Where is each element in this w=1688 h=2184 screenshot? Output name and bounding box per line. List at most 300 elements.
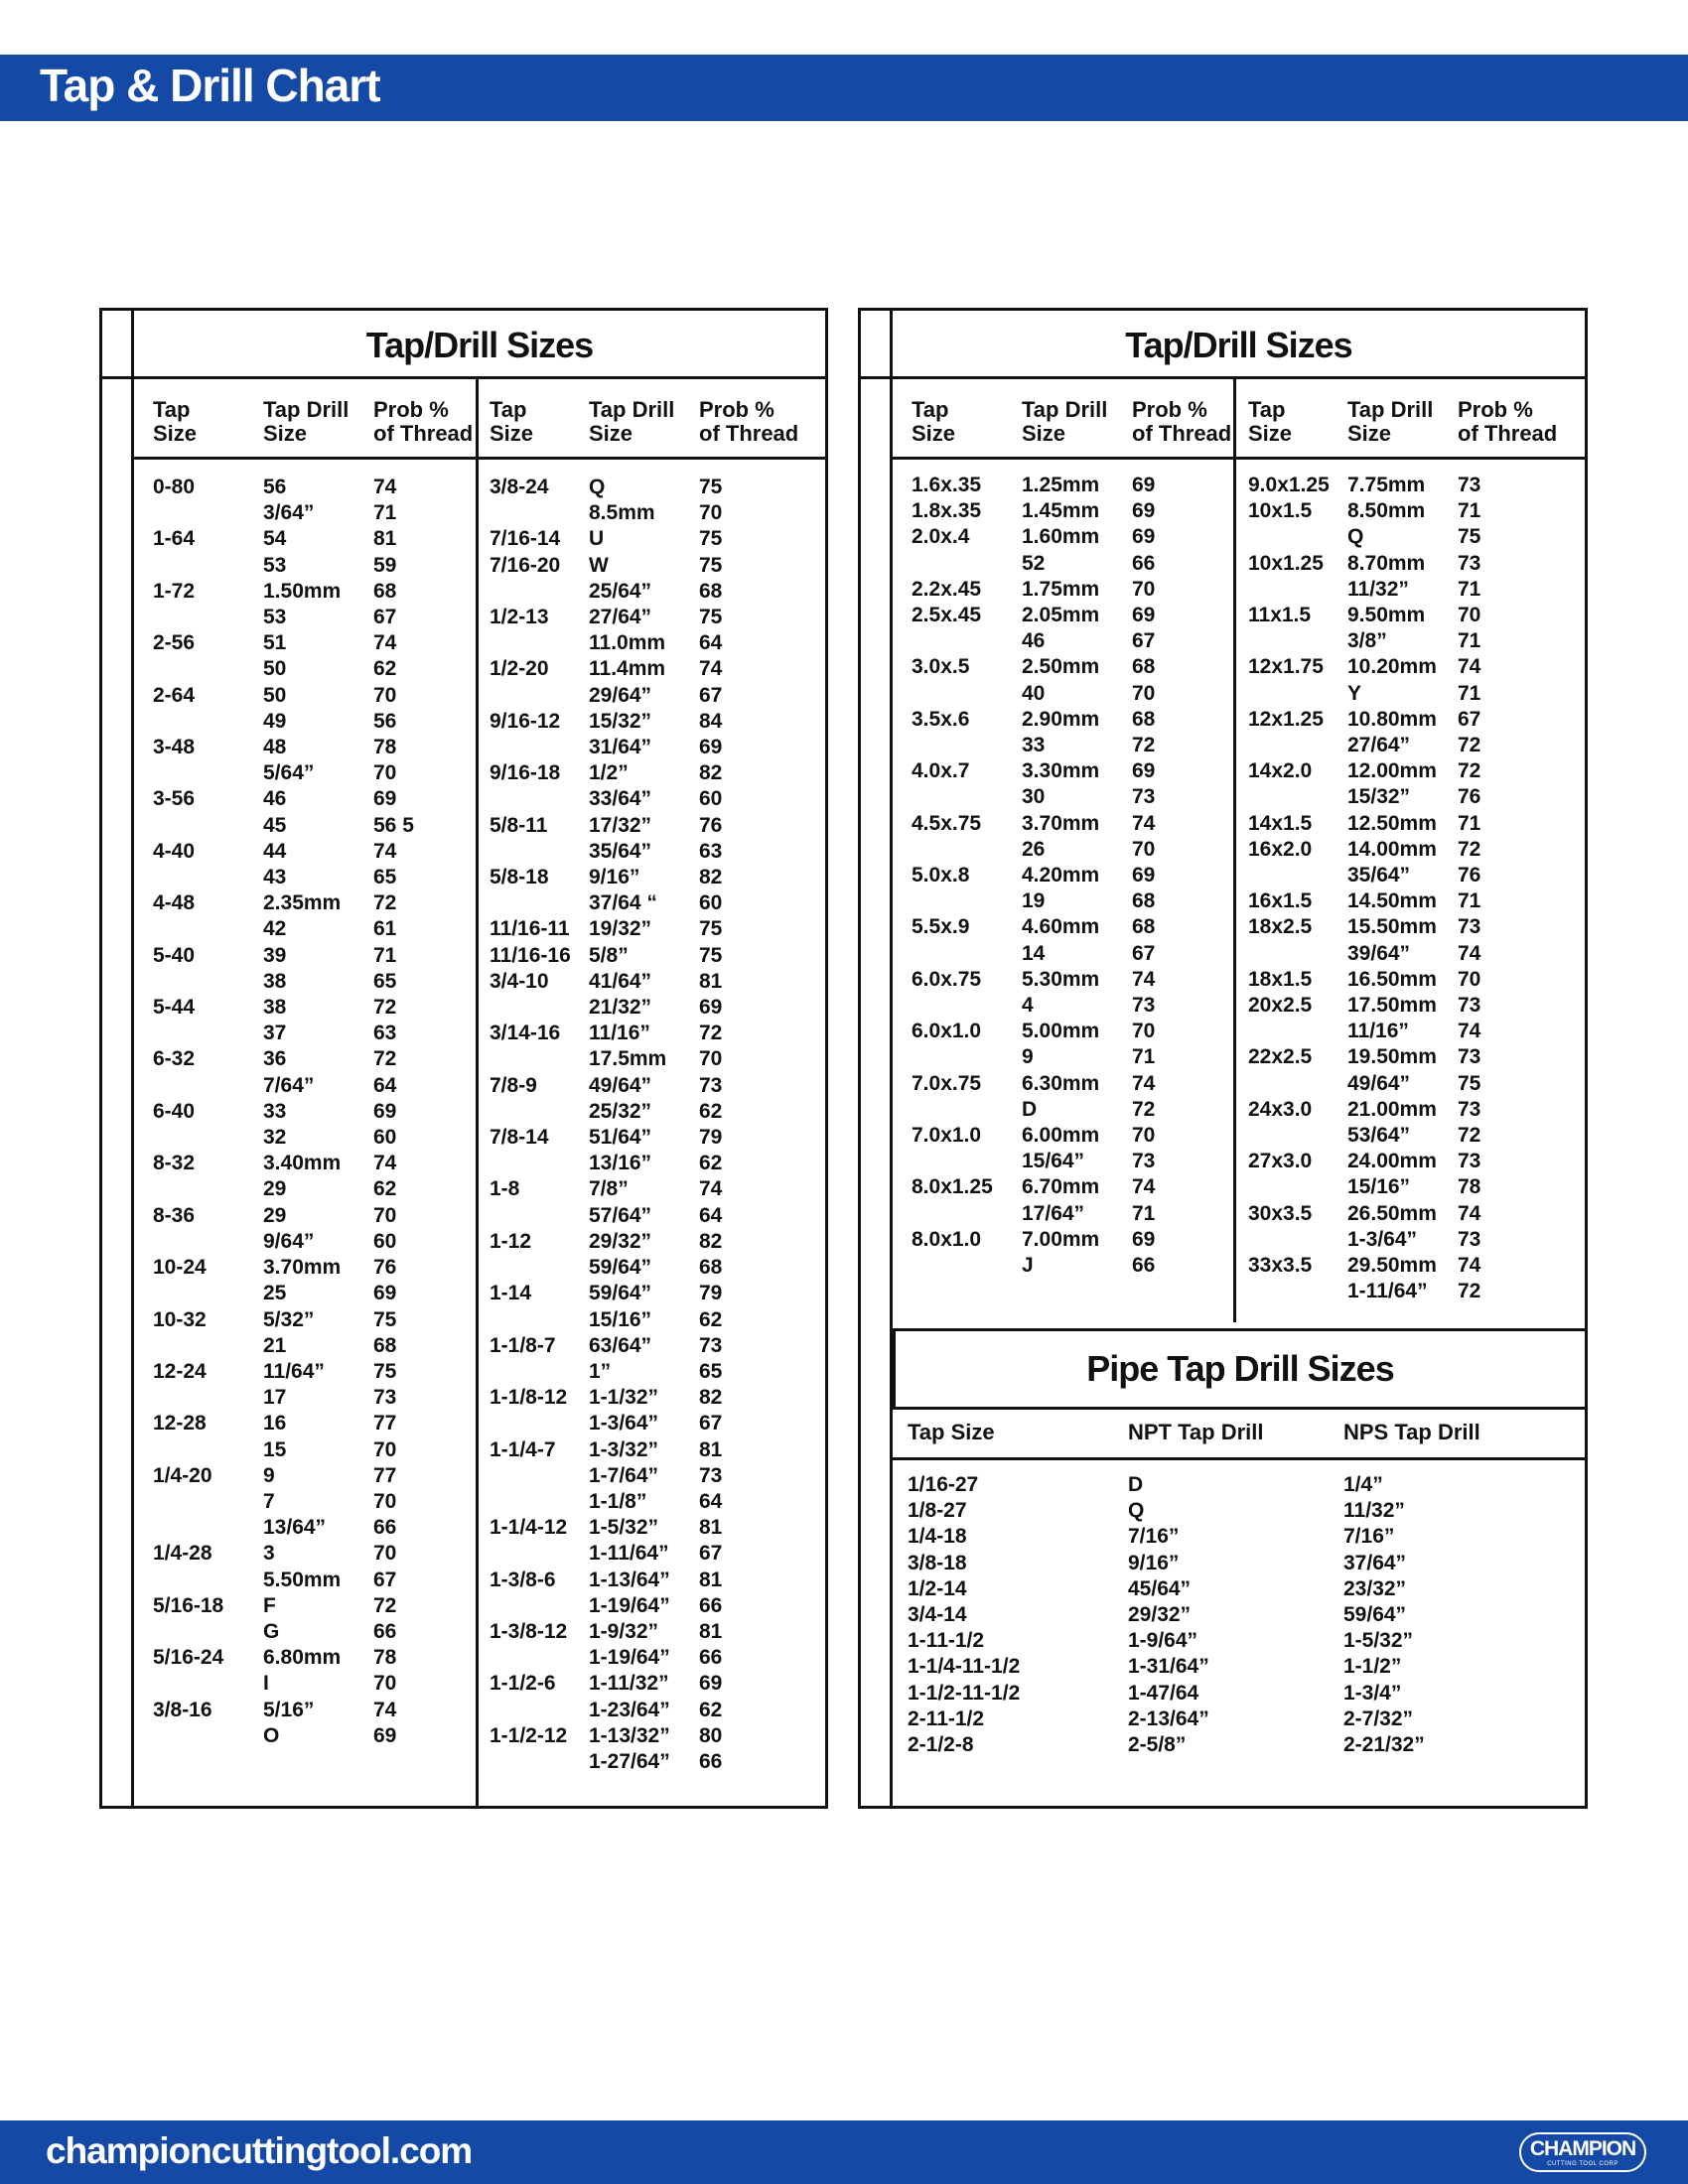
table-cell: 70 (373, 1542, 397, 1566)
table-cell: 8.0x1.25 (912, 1175, 993, 1199)
table-cell: 2-11-1/2 (908, 1706, 985, 1730)
table-cell: 17/32” (589, 813, 652, 837)
table-cell: 70 (1132, 837, 1156, 861)
table-divider (476, 376, 479, 1809)
table-cell: 3-48 (153, 736, 196, 759)
col-header-tap-size: Tap Size (1248, 397, 1293, 446)
table-cell: 16x2.0 (1248, 837, 1313, 861)
table-cell (490, 579, 571, 605)
table-divider (858, 376, 1588, 379)
table-cell: 35/64” (589, 839, 652, 863)
table-cell: 74 (373, 1152, 397, 1175)
table-cell (912, 1253, 993, 1279)
prob-thread-column (1132, 473, 1155, 1279)
table-cell: 66 (1132, 551, 1156, 575)
table-cell: 5/16-18 (153, 1593, 224, 1617)
table-cell: 56 5 (373, 813, 414, 837)
table-cell: 14x1.5 (1248, 811, 1313, 835)
table-cell: 11.4mm (589, 657, 666, 681)
table-cell (153, 656, 223, 682)
table-cell: 75 (699, 553, 723, 577)
table-cell: 9.0x1.25 (1248, 474, 1330, 496)
table-cell: F (263, 1593, 276, 1617)
tap-size-column (153, 475, 223, 1749)
table-cell (912, 551, 993, 577)
table-cell: 70 (1132, 577, 1156, 601)
table-cell: 15 (263, 1437, 287, 1461)
table-cell (1248, 784, 1330, 810)
table-cell: 69 (1132, 499, 1156, 523)
table-cell: 15.50mm (1347, 915, 1437, 939)
tap-size-column (912, 473, 993, 1279)
table-cell: 44 (263, 839, 287, 863)
table-cell: 69 (699, 736, 723, 759)
table-cell: 14.00mm (1347, 837, 1437, 861)
table-cell (1248, 681, 1330, 707)
table-cell: 59 (373, 553, 397, 577)
table-cell (912, 733, 993, 758)
table-cell: 1-9/32” (589, 1619, 659, 1643)
table-cell (490, 1203, 571, 1229)
inch-table-title: Tap/Drill Sizes (365, 325, 594, 365)
table-cell: 70 (373, 1437, 397, 1461)
table-cell: 2-56 (153, 631, 196, 655)
table-cell: 5.30mm (1022, 967, 1100, 991)
table-cell: 5-40 (153, 943, 196, 967)
table-cell: 1.75mm (1022, 577, 1100, 601)
table-cell: 6.00mm (1022, 1124, 1100, 1148)
table-cell: Y (1347, 681, 1362, 705)
table-cell: 1.50mm (263, 579, 342, 603)
table-cell: 69 (1132, 525, 1156, 549)
table-cell: 69 (373, 787, 397, 811)
table-cell (1248, 941, 1330, 967)
table-cell: 12.50mm (1347, 811, 1437, 835)
table-cell: 6-32 (153, 1047, 196, 1071)
table-cell: 65 (699, 1359, 723, 1383)
table-cell: 1/2-14 (908, 1576, 967, 1600)
table-cell: 1-14 (490, 1282, 532, 1305)
table-cell: 35/64” (1347, 864, 1411, 887)
table-cell: 29/32” (1128, 1603, 1192, 1627)
table-cell: 12x1.25 (1248, 707, 1324, 731)
table-cell: 8.5mm (589, 501, 655, 525)
table-cell: 5.0x.8 (912, 864, 970, 887)
table-cell: 66 (373, 1619, 397, 1643)
table-cell: 78 (373, 736, 397, 759)
table-cell: 8.70mm (1347, 551, 1426, 575)
table-cell: 30x3.5 (1248, 1201, 1313, 1225)
table-cell: 68 (699, 579, 723, 603)
table-cell: 60 (373, 1126, 397, 1150)
table-cell: 1-72 (153, 579, 196, 603)
table-cell: 5.50mm (263, 1568, 342, 1591)
col-header-tap-drill-size: Tap Drill Size (1347, 397, 1434, 446)
table-cell: 10-32 (153, 1307, 207, 1331)
table-cell: 7/16” (1343, 1525, 1395, 1549)
table-cell: 5/16-24 (153, 1646, 224, 1670)
table-cell: 3.0x.5 (912, 655, 970, 679)
table-cell: 11/16-11 (490, 917, 570, 941)
table-cell (912, 1044, 993, 1070)
table-cell: 1.8x.35 (912, 499, 982, 523)
table-cell: 1/4-20 (153, 1463, 212, 1487)
table-cell: 1/2” (589, 761, 629, 785)
table-cell: 74 (373, 839, 397, 863)
table-cell (153, 1489, 223, 1515)
table-cell: 74 (1458, 1254, 1481, 1278)
table-cell: 69 (1132, 1227, 1156, 1251)
table-cell: 17.50mm (1347, 994, 1437, 1018)
table-cell: 15/16” (589, 1307, 652, 1331)
table-cell: 71 (1132, 1045, 1156, 1069)
table-cell (1248, 1174, 1330, 1200)
table-cell: 15/64” (1022, 1150, 1085, 1173)
prob-thread-column (699, 475, 722, 1775)
table-cell: 27x3.0 (1248, 1150, 1313, 1173)
table-cell: 78 (373, 1646, 397, 1670)
table-cell: 75 (1458, 525, 1481, 549)
table-cell (912, 941, 993, 967)
table-cell: 70 (699, 1047, 723, 1071)
table-cell: 1-19/64” (589, 1593, 670, 1617)
table-cell: 72 (1132, 1097, 1156, 1121)
table-cell (1248, 1019, 1330, 1044)
table-cell: 56 (263, 476, 287, 498)
table-cell (490, 995, 571, 1021)
table-cell: 10.80mm (1347, 707, 1437, 731)
logo-subtext: CUTTING TOOL CORP (1547, 2161, 1618, 2167)
table-cell: 17/64” (1022, 1201, 1085, 1225)
col-header-tap-size: Tap Size (153, 397, 198, 446)
table-cell: 9/16” (589, 866, 640, 889)
table-cell: 7/8” (589, 1177, 629, 1201)
table-cell: 15/32” (1347, 785, 1411, 809)
table-cell: 74 (373, 631, 397, 655)
table-cell (490, 683, 571, 709)
table-cell (153, 1021, 223, 1046)
table-cell: 42 (263, 917, 287, 941)
table-cell (912, 681, 993, 707)
table-cell: 4-40 (153, 839, 196, 863)
table-cell: 30 (1022, 785, 1046, 809)
table-cell: 3/4-10 (490, 969, 549, 993)
table-cell: 4.60mm (1022, 915, 1100, 939)
table-cell (490, 1411, 571, 1436)
table-cell (153, 605, 223, 630)
table-cell (1248, 733, 1330, 758)
table-cell: 62 (699, 1152, 723, 1175)
table-cell: 70 (1458, 967, 1481, 991)
table-cell (490, 735, 571, 760)
table-cell: 71 (373, 943, 397, 967)
table-cell: 22x2.5 (1248, 1045, 1313, 1069)
table-cell: 4-48 (153, 891, 196, 915)
table-cell: 5.5x.9 (912, 915, 970, 939)
table-cell: 1-5/32” (1343, 1629, 1414, 1653)
table-cell: 74 (1458, 1201, 1481, 1225)
table-cell: 1/8-27 (908, 1499, 967, 1523)
table-cell: 74 (699, 657, 723, 681)
table-cell: I (263, 1672, 269, 1696)
table-cell (490, 839, 571, 865)
table-cell: 6.30mm (1022, 1071, 1100, 1095)
table-cell: 67 (1132, 629, 1156, 653)
table-cell: 65 (373, 866, 397, 889)
table-cell: 73 (1132, 994, 1156, 1018)
tap-drill-column (263, 475, 341, 1749)
nps-tap-drill-column (1343, 1472, 1425, 1758)
table-cell: 5/8-18 (490, 866, 549, 889)
table-cell (490, 1749, 571, 1775)
table-cell: 9/16-18 (490, 761, 561, 785)
table-cell (1248, 1123, 1330, 1149)
table-cell: 64 (699, 1489, 723, 1513)
table-cell: 9 (263, 1463, 275, 1487)
table-cell: 75 (373, 1359, 397, 1383)
table-cell: 3/8” (1347, 629, 1387, 653)
table-cell: 38 (263, 996, 287, 1020)
table-cell: 67 (1132, 941, 1156, 965)
table-cell (490, 1593, 571, 1619)
table-cell: 3.30mm (1022, 759, 1100, 783)
table-divider (1233, 376, 1236, 1322)
table-cell: 37 (263, 1022, 287, 1045)
table-cell (912, 1201, 993, 1227)
table-cell: 7.00mm (1022, 1227, 1100, 1251)
table-cell: 51 (263, 631, 287, 655)
table-cell: 1-47/64 (1128, 1681, 1199, 1705)
table-cell: 4.20mm (1022, 864, 1100, 887)
table-cell: 74 (1132, 811, 1156, 835)
table-cell (912, 784, 993, 810)
table-cell: 72 (1458, 837, 1481, 861)
prob-thread-column (373, 475, 414, 1749)
table-cell: 12.00mm (1347, 759, 1437, 783)
table-cell: 69 (1132, 759, 1156, 783)
table-cell: 11x1.5 (1248, 604, 1312, 627)
table-cell: 39 (263, 943, 287, 967)
table-cell (153, 1515, 223, 1541)
table-cell: 72 (1458, 1280, 1481, 1303)
table-cell: 50 (263, 657, 287, 681)
table-cell: 70 (373, 1203, 397, 1227)
table-cell: 1.60mm (1022, 525, 1100, 549)
table-cell (490, 890, 571, 916)
table-cell: 71 (1458, 499, 1481, 523)
table-cell: 70 (1132, 1124, 1156, 1148)
table-cell: 73 (1132, 785, 1156, 809)
table-cell: 59/64” (1343, 1603, 1407, 1627)
table-cell: 1-27/64” (589, 1749, 670, 1773)
table-cell: 54 (263, 527, 287, 551)
table-cell: 74 (373, 1698, 397, 1721)
tap-size-column (1248, 473, 1330, 1305)
table-cell: 2.5x.45 (912, 604, 982, 627)
table-cell: 1-12 (490, 1229, 532, 1253)
table-cell: 81 (699, 969, 723, 993)
table-cell: 66 (699, 1749, 723, 1773)
table-cell: 65 (373, 969, 397, 993)
table-cell: 12-28 (153, 1412, 207, 1435)
tap-size-column (490, 475, 571, 1775)
col-header-tap-drill-size: Tap Drill Size (589, 397, 675, 446)
table-divider (99, 376, 828, 379)
table-cell (153, 1176, 223, 1202)
table-cell: 0-80 (153, 476, 196, 498)
table-cell: 2-5/8” (1128, 1733, 1187, 1757)
table-cell: 26 (1022, 837, 1046, 861)
table-cell: 1-1/2-12 (490, 1723, 568, 1747)
table-cell: 10.20mm (1347, 655, 1437, 679)
col-header-pipe-tap-size: Tap Size (908, 1420, 995, 1444)
table-cell: 3/14-16 (490, 1022, 561, 1045)
table-cell: 27/64” (1347, 734, 1411, 757)
table-cell: 11/32” (1343, 1499, 1405, 1523)
col-header-npt-tap-drill: NPT Tap Drill (1128, 1420, 1264, 1444)
table-cell: 73 (699, 1463, 723, 1487)
table-cell: 1-13/32” (589, 1723, 670, 1747)
table-cell: 1-23/64” (589, 1698, 670, 1721)
table-cell: 73 (1458, 1045, 1481, 1069)
table-cell (153, 760, 223, 786)
table-cell: 46 (1022, 629, 1046, 653)
table-cell: 63/64” (589, 1333, 652, 1357)
table-cell: 74 (699, 1177, 723, 1201)
table-cell (153, 1229, 223, 1255)
table-cell: 69 (699, 996, 723, 1020)
table-cell: 32 (263, 1126, 287, 1150)
table-cell: 33x3.5 (1248, 1254, 1313, 1278)
table-cell: 4.0x.7 (912, 759, 970, 783)
table-cell: 53 (263, 606, 287, 629)
table-cell: 73 (1458, 994, 1481, 1018)
table-cell: 2.90mm (1022, 707, 1100, 731)
table-cell: 67 (1458, 707, 1481, 731)
table-cell: 69 (1132, 604, 1156, 627)
table-cell: 18x1.5 (1248, 967, 1313, 991)
table-cell (912, 993, 993, 1019)
table-divider (131, 308, 134, 1809)
table-cell: 29/64” (589, 683, 652, 707)
table-cell: 14.50mm (1347, 889, 1437, 913)
table-cell: 19/32” (589, 917, 652, 941)
table-cell (1248, 1279, 1330, 1304)
table-cell: 11/16-16 (490, 943, 571, 967)
table-cell: 71 (1132, 1201, 1156, 1225)
table-cell: 1-1/8” (589, 1489, 647, 1513)
table-cell: 62 (699, 1307, 723, 1331)
table-cell: 70 (373, 683, 397, 707)
table-cell: 6.0x1.0 (912, 1020, 982, 1043)
table-cell: 1/16-27 (908, 1473, 979, 1496)
table-cell: 1-3/8-6 (490, 1568, 556, 1591)
table-cell: 45 (263, 813, 287, 837)
col-header-nps-tap-drill: NPS Tap Drill (1343, 1420, 1480, 1444)
table-cell: 75 (699, 606, 723, 629)
table-cell: 27/64” (589, 606, 652, 629)
table-cell (490, 1307, 571, 1333)
table-cell: 76 (1458, 864, 1481, 887)
table-cell: 72 (1132, 734, 1156, 757)
table-cell (490, 786, 571, 812)
table-cell: 2-1/2-8 (908, 1733, 974, 1757)
table-divider (890, 308, 893, 1809)
table-cell: 16 (263, 1412, 287, 1435)
table-cell: 15/16” (1347, 1175, 1411, 1199)
table-cell: 8.50mm (1347, 499, 1426, 523)
table-cell: 25/64” (589, 579, 652, 603)
table-cell (153, 1073, 223, 1099)
table-cell: 5-44 (153, 996, 196, 1020)
table-cell: 9/16-12 (490, 709, 561, 733)
table-cell: 72 (1458, 1124, 1481, 1148)
table-cell: 2.05mm (1022, 604, 1100, 627)
table-cell: W (589, 553, 609, 577)
table-cell: 37/64 “ (589, 891, 657, 915)
table-cell: 76 (1458, 785, 1481, 809)
table-cell (912, 888, 993, 914)
table-cell (153, 1437, 223, 1463)
table-cell: 70 (373, 761, 397, 785)
table-cell: 21 (263, 1333, 287, 1357)
table-cell: 3/8-24 (490, 476, 549, 498)
table-cell: 68 (1132, 915, 1156, 939)
table-cell: 6.70mm (1022, 1175, 1100, 1199)
table-cell: 7.75mm (1347, 474, 1426, 496)
table-cell: 72 (699, 1022, 723, 1045)
website-url[interactable]: championcuttingtool.com (46, 2130, 473, 2171)
table-cell: 74 (373, 476, 397, 498)
table-cell: 1-3/4” (1343, 1681, 1402, 1705)
table-cell: 82 (699, 761, 723, 785)
table-cell: 68 (1132, 707, 1156, 731)
table-cell: 76 (373, 1256, 397, 1280)
table-cell: 2.0x.4 (912, 525, 970, 549)
table-cell: 11/64” (263, 1359, 325, 1383)
table-cell: 5/8-11 (490, 813, 548, 837)
table-cell: 74 (1458, 1020, 1481, 1043)
table-cell: 66 (699, 1593, 723, 1617)
table-cell (1248, 524, 1330, 550)
table-cell: D (1022, 1097, 1038, 1121)
table-cell: 17 (263, 1386, 287, 1410)
table-cell: 49 (263, 709, 287, 733)
table-cell: 71 (1458, 889, 1481, 913)
table-cell: 7.0x1.0 (912, 1124, 982, 1148)
table-cell: 3.40mm (263, 1152, 342, 1175)
table-cell: 29.50mm (1347, 1254, 1437, 1278)
table-cell: 9.50mm (1347, 604, 1426, 627)
table-cell: 8-36 (153, 1203, 196, 1227)
table-cell: G (263, 1619, 280, 1643)
table-cell: 73 (699, 1073, 723, 1097)
table-cell: 1-1/2” (1343, 1655, 1402, 1679)
table-divider (890, 457, 1588, 460)
table-cell (153, 1125, 223, 1151)
col-header-tap-drill-size: Tap Drill Size (1022, 397, 1108, 446)
table-cell: 81 (699, 1516, 723, 1540)
table-cell: 70 (699, 501, 723, 525)
table-cell: 16x1.5 (1248, 889, 1313, 913)
table-cell: 7/16-20 (490, 553, 561, 577)
table-cell: 16.50mm (1347, 967, 1437, 991)
table-cell: 56 (373, 709, 397, 733)
table-cell: 6.80mm (263, 1646, 342, 1670)
table-cell: 3/8-18 (908, 1551, 967, 1574)
table-cell: 1.25mm (1022, 474, 1100, 496)
table-cell: 72 (373, 996, 397, 1020)
